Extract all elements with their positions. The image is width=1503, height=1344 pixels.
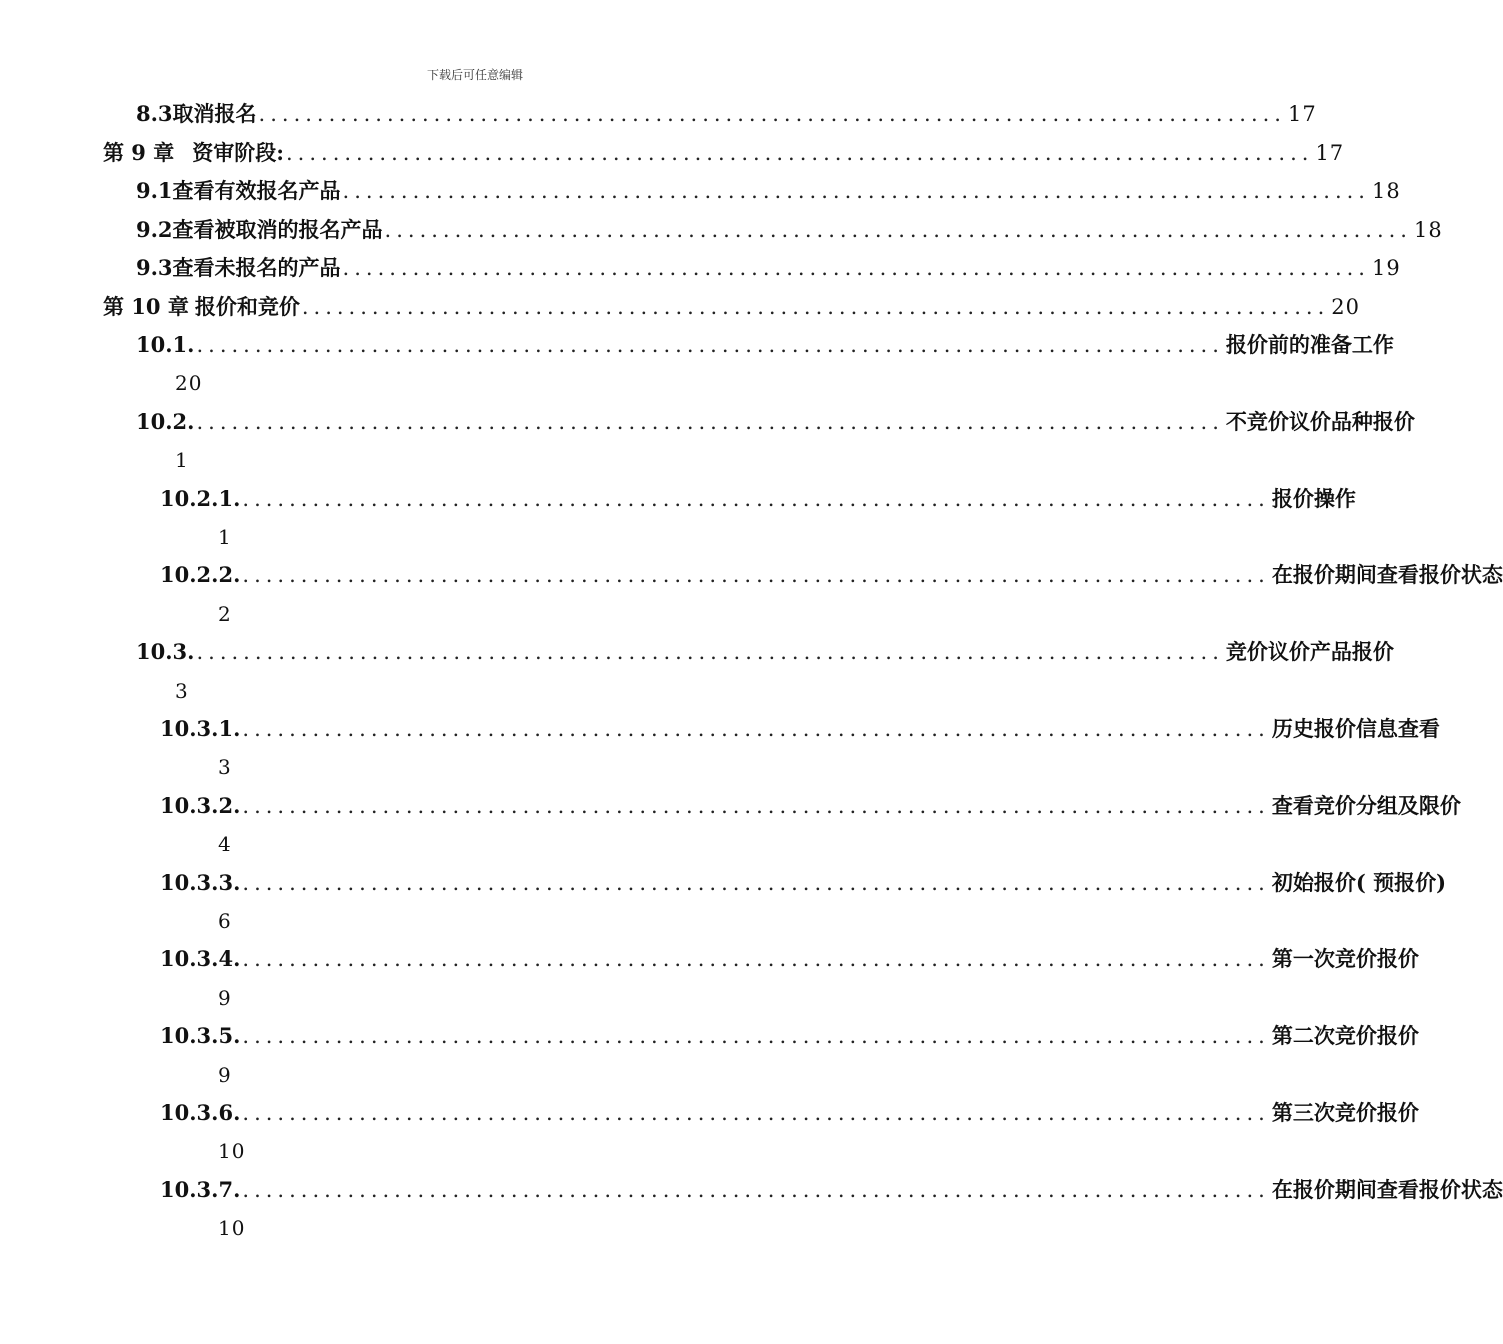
page-header: 下载后可任意编辑	[426, 68, 523, 82]
toc-title: 报价操作	[1271, 486, 1356, 511]
toc-title: 取消报名	[172, 101, 257, 126]
toc-page-number: 3	[175, 679, 189, 703]
toc-title: 资审阶段:	[192, 140, 284, 165]
dot-leader: ........................................................................................	[342, 256, 1370, 280]
toc-number: 10.2.	[136, 409, 195, 434]
dot-leader: ........................................................................................	[242, 947, 1270, 971]
toc-continuation	[0, 520, 950, 554]
dot-leader: ........................................................................................	[196, 640, 1224, 664]
toc-number: 8.3	[136, 101, 173, 126]
toc-entry[interactable]	[0, 251, 1401, 285]
dot-leader: ........................................................................................	[301, 295, 1330, 319]
toc-entry[interactable]	[0, 789, 1461, 823]
toc-page-number: 2	[218, 602, 232, 626]
toc-continuation	[0, 1211, 950, 1245]
toc-entry[interactable]	[0, 213, 1443, 247]
toc-number: 9.2	[136, 217, 173, 242]
toc-page-number: 17	[1315, 141, 1345, 165]
toc-title: 初始报价( 预报价)	[1271, 870, 1447, 895]
toc-entry[interactable]	[0, 1019, 1419, 1053]
toc-entry[interactable]	[0, 942, 1419, 976]
toc-entry[interactable]	[0, 558, 1503, 592]
toc-title: 不竞价议价品种报价	[1225, 409, 1415, 434]
toc-number: 10.3.	[136, 639, 195, 664]
dot-leader: ........................................................................................	[242, 563, 1270, 587]
dot-leader: ........................................................................................	[196, 333, 1224, 357]
toc-number: 9.3	[136, 255, 173, 280]
dot-leader: ........................................................................................	[242, 487, 1270, 511]
toc-page-number: 4	[218, 832, 232, 856]
toc-page-number: 6	[218, 909, 232, 933]
dot-leader: ........................................................................................	[286, 141, 1314, 165]
toc-entry[interactable]	[0, 635, 1394, 669]
dot-leader: ........................................................................................	[384, 218, 1412, 242]
toc-entry[interactable]	[0, 1173, 1503, 1207]
toc-number: 10.3.7.	[160, 1177, 241, 1202]
toc-number: 10.3.2.	[160, 793, 241, 818]
toc-continuation	[0, 1058, 950, 1092]
toc-title: 第三次竞价报价	[1271, 1100, 1419, 1125]
toc-title: 在报价期间查看报价状态	[1271, 562, 1503, 587]
toc-title: 第二次竞价报价	[1271, 1023, 1419, 1048]
toc-entry[interactable]	[0, 1096, 1419, 1130]
toc-page-number: 1	[175, 448, 189, 472]
dot-leader: ........................................................................................	[242, 1101, 1270, 1125]
toc-entry[interactable]	[0, 405, 1415, 439]
toc-number: 10.2.1.	[160, 486, 241, 511]
toc-continuation	[0, 597, 950, 631]
toc-title: 在报价期间查看报价状态	[1271, 1177, 1503, 1202]
toc-number: 第 10 章	[103, 294, 189, 319]
toc-continuation	[0, 443, 950, 477]
toc-entry[interactable]	[0, 174, 1401, 208]
toc-page-number: 10	[218, 1139, 246, 1163]
toc-continuation	[0, 1134, 950, 1168]
toc-title: 查看有效报名产品	[172, 178, 341, 203]
toc-page-number: 20	[175, 371, 203, 395]
toc-continuation	[0, 904, 950, 938]
toc-number: 10.3.4.	[160, 946, 241, 971]
dot-leader: ........................................................................................	[342, 179, 1370, 203]
dot-leader: ........................................................................................	[242, 794, 1270, 818]
toc-continuation	[0, 366, 950, 400]
toc-page-number: 3	[218, 755, 232, 779]
toc-number: 10.3.6.	[160, 1100, 241, 1125]
toc-number: 10.3.1.	[160, 716, 241, 741]
toc-title: 查看竞价分组及限价	[1271, 793, 1461, 818]
toc-title: 报价和竞价	[194, 294, 300, 319]
toc-entry[interactable]	[0, 712, 1440, 746]
toc-page-number: 9	[218, 986, 232, 1010]
toc-entry[interactable]	[0, 482, 1356, 516]
toc-page-number: 1	[218, 525, 232, 549]
toc-entry[interactable]	[0, 290, 1361, 324]
toc-number: 9.1	[136, 178, 173, 203]
toc-number: 10.2.2.	[160, 562, 241, 587]
toc-title: 历史报价信息查看	[1271, 716, 1440, 741]
toc-entry[interactable]	[0, 328, 1394, 362]
toc-page-number: 18	[1371, 179, 1401, 203]
toc-continuation	[0, 674, 950, 708]
toc-page-number: 10	[218, 1216, 246, 1240]
dot-leader: ........................................................................................	[242, 1178, 1270, 1202]
toc-page-number: 19	[1371, 256, 1401, 280]
toc-continuation	[0, 750, 950, 784]
dot-leader: ........................................................................................	[242, 1024, 1270, 1048]
dot-leader: ........................................................................................	[242, 717, 1270, 741]
toc-title: 查看被取消的报名产品	[172, 217, 383, 242]
toc-entry[interactable]	[0, 97, 1317, 131]
toc-title: 查看未报名的产品	[172, 255, 341, 280]
toc-continuation	[0, 827, 950, 861]
toc-page-number: 20	[1331, 295, 1361, 319]
dot-leader: ........................................................................................	[196, 410, 1224, 434]
toc-number: 10.1.	[136, 332, 195, 357]
toc-page-number: 17	[1287, 102, 1317, 126]
toc-title: 报价前的准备工作	[1225, 332, 1394, 357]
toc-page-number: 9	[218, 1063, 232, 1087]
toc-continuation	[0, 981, 950, 1015]
toc-title: 竞价议价产品报价	[1225, 639, 1394, 664]
toc-entry[interactable]	[0, 136, 1345, 170]
toc-entry[interactable]	[0, 866, 1447, 900]
dot-leader: ........................................................................................	[242, 871, 1270, 895]
toc-page-number: 18	[1413, 218, 1443, 242]
toc-title: 第一次竞价报价	[1271, 946, 1419, 971]
toc-number: 第 9 章	[103, 140, 175, 165]
toc-number: 10.3.5.	[160, 1023, 241, 1048]
toc-number: 10.3.3.	[160, 870, 241, 895]
dot-leader: ........................................................................................	[258, 102, 1286, 126]
